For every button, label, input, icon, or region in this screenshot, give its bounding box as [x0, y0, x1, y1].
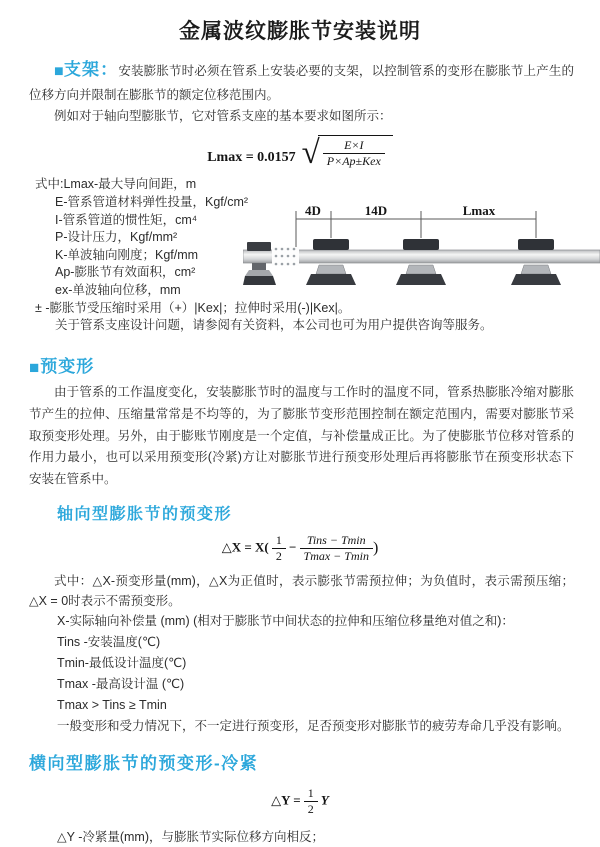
definition-line: E-管系管道材料弹性投量，Kgf/cm²	[55, 195, 249, 209]
half-numerator: 1	[275, 532, 282, 547]
axial-definition-lines	[0, 611, 600, 737]
definition-line: ex-单波轴向位移，mm	[55, 282, 181, 297]
preform-paragraph: 由于管系的工作温度变化，安装膨胀节时的温度与工作时的温度不同，管系热膨胀冷缩对膨胀节产生的拉伸、压缩量常常是不均等的，为了膨胀节变形范围控制在额定范围内，需要对膨胀节采取预变形处理。另外，由于膨账节刚度是一个定值，与补偿量成正比。为了使膨胀节位移对管系的作用力最小，也可以采用预变形(冷紧)方让对膨胀节进行预变形处理后再将膨胀节在预变形状态下安装在管系中。	[29, 385, 574, 486]
half-denominator: 2	[304, 801, 318, 817]
preform-section-heading-line	[29, 352, 574, 378]
temp-denominator: Tmax − Tmin	[300, 548, 373, 564]
lateral-formula	[0, 786, 600, 817]
axial-line: Tmax -最高设计温 (℃)	[57, 677, 185, 692]
lmax-formula-lhs: Lmax = 0.0157	[207, 150, 296, 166]
axial-formula	[0, 533, 600, 564]
definition-line: K-单波轴向刚度；Kgf/mm	[55, 247, 199, 262]
support-section-heading: 支架：	[63, 60, 119, 79]
axial-line: X-实际轴向补偿量 (mm) (相对于膨胀节中间状态的拉伸和压缩位移量绝对值之和)：	[57, 614, 514, 629]
axial-line: Tmax > Tins ≥ Tmin	[57, 698, 167, 713]
minus-sign: −	[288, 538, 297, 554]
lmax-formula	[0, 135, 600, 169]
definition-line: 式中:Lmax-最大导向间距，m	[35, 177, 197, 192]
axial-explain-paragraph: 式中：△X-预变形量(mm)，△X为正值时，表示膨张节需预拉伸；为负值时，表示需预压缩；△X = 0时表示不需预变形。	[29, 573, 574, 608]
axial-line: 一般变形和受力情况下，不一定进行预变形，足否预变形对膨胀节的疲劳寿命几乎没有影响。	[57, 719, 570, 734]
lateral-formula-rhs: Y	[320, 792, 329, 808]
definition-line: I-管系管道的惯性矩，cm⁴	[55, 212, 198, 227]
half-numerator: 1	[307, 786, 314, 801]
definitions-and-diagram	[0, 176, 600, 338]
axial-formula-lhs: △X = X(	[221, 538, 269, 554]
definition-line: 关于管系支座设计问题，请参阅有关资料，本公司也可为用户提供咨询等服务。	[55, 318, 493, 333]
axial-line: Tins -安装温度(℃)	[57, 635, 161, 650]
section-square-icon: ■	[54, 63, 64, 80]
lateral-note-line: △Y -冷紧量(mm)，与膨胀节实际位移方向相反；	[57, 830, 325, 845]
lmax-formula-numerator: E×I	[344, 138, 364, 153]
lateral-formula-lhs: △Y =	[271, 792, 301, 808]
sqrt-radical	[302, 135, 393, 169]
preform-section-heading: 预变形	[40, 357, 95, 377]
support-example-line: 例如对于轴向型膨胀节，它对管系支座的基本要求如图所示：	[54, 109, 392, 124]
close-paren: )	[372, 538, 379, 556]
page-title: 金属波纹膨胀节安装说明	[179, 20, 421, 43]
radical-sign: √	[301, 134, 320, 171]
temperature-fraction	[300, 533, 373, 564]
support-intro-text: 安装膨胀节时必须在管系上安装必要的支架，以控制管系的变形在膨胀节上产生的位移方向并限制在膨胀节的额定位移范围内。	[29, 64, 574, 102]
support-intro-paragraph	[29, 56, 574, 105]
one-half-fraction	[304, 786, 318, 817]
definition-line: P-设计压力，Kgf/mm²	[55, 230, 178, 245]
anchor-support	[243, 242, 276, 285]
lateral-subsection-heading: 横向型膨胀节的预变形-冷紧	[29, 754, 259, 774]
pipe-support-diagram	[243, 202, 600, 302]
axial-subsection-heading: 轴向型膨胀节的预变形	[57, 505, 233, 523]
dim-label-4d: 4D	[305, 203, 321, 219]
axial-line: Tmin-最低设计温度(℃)	[57, 656, 187, 671]
one-half-fraction	[272, 533, 286, 564]
dim-label-14d: 14D	[364, 203, 388, 219]
half-denominator: 2	[272, 548, 286, 564]
definition-line: ± -膨胀节受压缩时采用（+）|Kex|；拉伸时采用(-)|Kex|。	[35, 300, 351, 315]
bellows	[272, 247, 299, 266]
section-square-icon: ■	[29, 358, 41, 378]
temp-numerator: Tins − Tmin	[306, 532, 366, 547]
definition-line: Ap-膨胀节有效面积，cm²	[55, 265, 196, 280]
dim-label-lmax: Lmax	[462, 203, 496, 219]
lmax-formula-denominator: P×Ap±Kex	[323, 153, 385, 169]
